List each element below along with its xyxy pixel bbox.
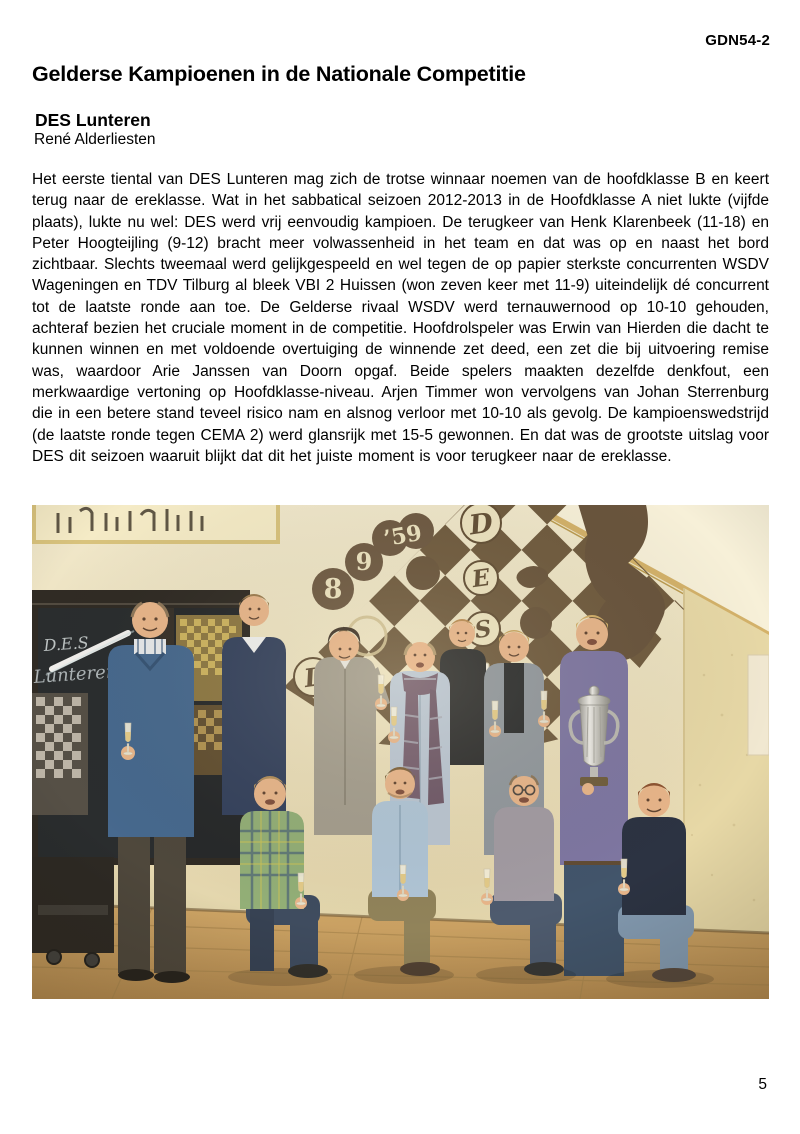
team-photo — [32, 505, 769, 999]
author-byline: René Alderliesten — [34, 131, 156, 148]
section-heading: DES Lunteren — [35, 110, 151, 130]
document-code: GDN54-2 — [705, 32, 770, 49]
page-title: Gelderse Kampioenen in de Nationale Competitie — [32, 62, 526, 86]
article-body: Het eerste tiental van DES Lunteren mag zich de trotse winnaar noemen van de hoofdklasse B en keert terug naar de ereklasse. Wat in het sabbatical seizoen 2012-2013 in de Hoofdklasse A niet lukte (vijfde plaats), lukte nu wel: DES werd vrij eenvoudig kampioen. De terugkeer van Henk Klarenbeek (11-18) en Peter Hoogteijling (9-12) bracht meer volwassenheid in het team en dat was op en naast het bord zichtbaar. Slechts tweemaal werd gelijkgespeeld en wel tegen de op papier sterkste concurrenten WSDV Wageningen en TDV Tilburg al bleek VBI 2 Huissen (won zeven keer met 11-9) uiteindelijk dé concurrent tot de laatste ronde aan toe. De Gelderse rivaal WSDV werd ternauwernood op 10-10 gehouden, achteraf bezien het cruciale moment in de competitie. Hoofdrolspeler was Erwin van Hierden die dacht te kunnen winnen en met voldoende overtuiging de winnende zet deed, een zet die bij uitvoering remise was, waardoor Arie Janssen van Doorn opgaf. Beide spelers maakten dezelfde denkfout, een merkwaardige vertoning op Hoofdklasse-niveau. Arjen Timmer won vervolgens van Johan Sterrenburg die in een betere stand teveel risico nam en alsnog verloor met 10-10 als gevolg. De kampioenswedstrijd (de laatste ronde tegen CEMA 2) werd glansrijk met 15-5 gewonnen. En dat was de grootste uitslag voor DES dit seizoen waaruit blijkt dat dit het juiste moment is voor terugkeer naar de ereklasse. — [32, 171, 769, 465]
team-photo-illustration — [32, 505, 769, 999]
photo-vignette — [32, 505, 769, 999]
page-number: 5 — [758, 1076, 767, 1093]
